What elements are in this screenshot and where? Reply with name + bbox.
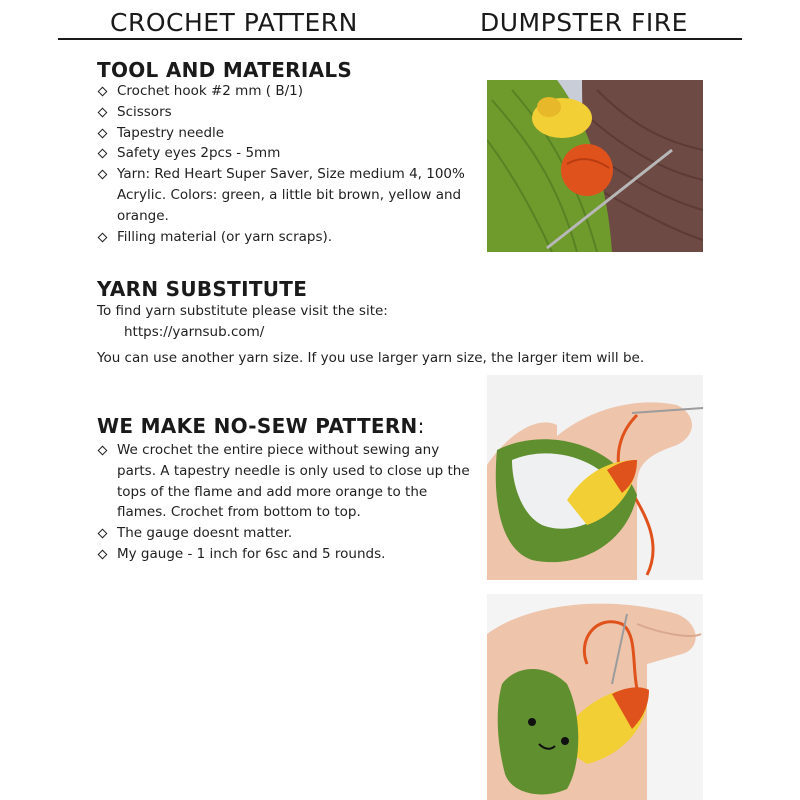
- yarn-substitute-link[interactable]: https://yarnsub.com/: [124, 324, 265, 340]
- tools-heading: TOOL AND MATERIALS: [97, 58, 353, 82]
- diamond-bullet-icon: [98, 107, 108, 117]
- list-item: Crochet hook #2 mm ( B/1): [97, 81, 467, 102]
- diamond-bullet-icon: [98, 128, 108, 138]
- list-item: Scissors: [97, 102, 467, 123]
- header-divider: [58, 38, 742, 40]
- no-sew-piece-photo-1: [487, 375, 703, 580]
- list-item: Tapestry needle: [97, 123, 467, 144]
- pattern-label: CROCHET PATTERN: [110, 8, 358, 37]
- list-item: Filling material (or yarn scraps).: [97, 227, 467, 248]
- no-sew-piece-photo-2: [487, 594, 703, 800]
- diamond-bullet-icon: [98, 529, 108, 539]
- list-item: Yarn: Red Heart Super Saver, Size medium 4, 100% Acrylic. Colors: green, a little bit brown, yellow and orange.: [97, 164, 467, 226]
- yarn-materials-photo: [487, 80, 703, 252]
- diamond-bullet-icon: [98, 232, 108, 242]
- diamond-bullet-icon: [98, 170, 108, 180]
- yarn-size-note: You can use another yarn size. If you use larger yarn size, the larger item will be.: [97, 350, 645, 366]
- list-item: We crochet the entire piece without sewing any parts. A tapestry needle is only used to close up the tops of the flame and add more orange to the flames. Crochet from bottom to top.: [97, 440, 472, 523]
- yarn-substitute-intro: To find yarn substitute please visit the site:: [97, 303, 388, 319]
- list-item: My gauge - 1 inch for 6sc and 5 rounds.: [97, 544, 472, 565]
- diamond-bullet-icon: [98, 550, 108, 560]
- tools-list: [97, 81, 467, 247]
- diamond-bullet-icon: [98, 446, 108, 456]
- list-item: Safety eyes 2pcs - 5mm: [97, 143, 467, 164]
- pattern-title: DUMPSTER FIRE: [480, 8, 688, 37]
- no-sew-heading: WE MAKE NO-SEW PATTERN:: [97, 414, 425, 438]
- diamond-bullet-icon: [98, 87, 108, 97]
- list-item: The gauge doesnt matter.: [97, 523, 472, 544]
- no-sew-list: [97, 440, 472, 565]
- yarn-substitute-heading: YARN SUBSTITUTE: [97, 277, 308, 301]
- diamond-bullet-icon: [98, 149, 108, 159]
